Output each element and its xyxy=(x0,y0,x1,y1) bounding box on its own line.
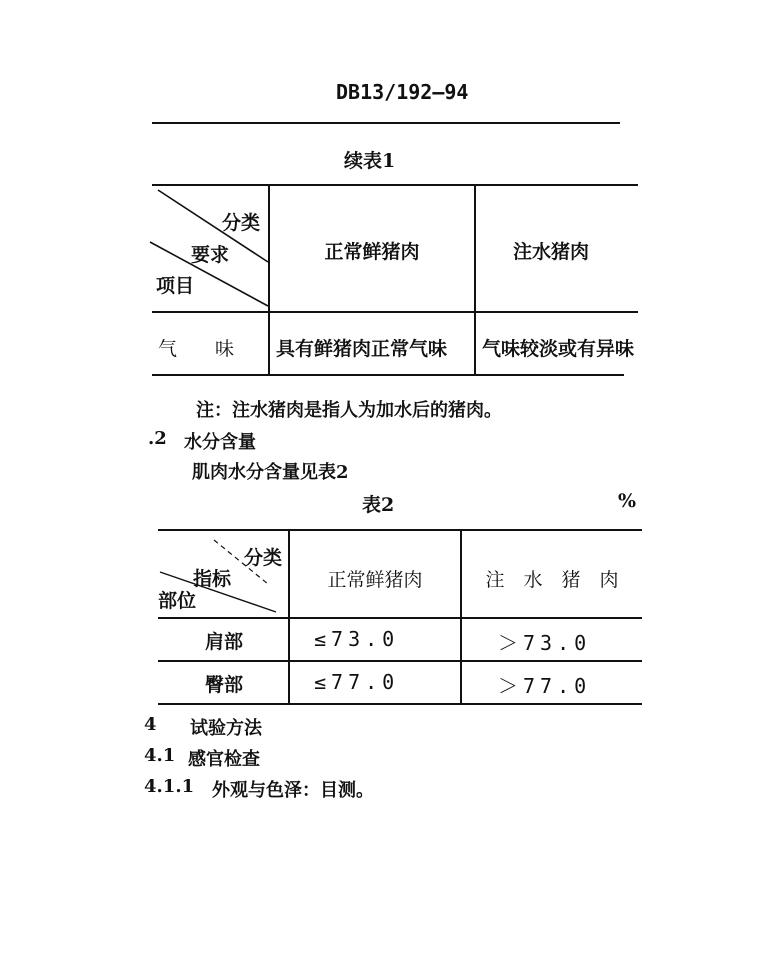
section-4-title: 试验方法 xyxy=(190,718,262,739)
table2-corner-indicator: 指标 xyxy=(193,568,232,590)
table1-corner-category: 分类 xyxy=(222,212,261,234)
table2-intro-text: 肌肉水分含量见表2 xyxy=(192,462,349,483)
document-number: DB13/192—94 xyxy=(336,80,469,104)
table2-row-shoulder-normal: ≤73.0 xyxy=(314,627,400,651)
section-4-1-1-number: 4.1.1 xyxy=(144,776,195,797)
table2-row-buttock-injected: ＞77.0 xyxy=(498,674,592,698)
table1-row-odor-normal: 具有鲜猪肉正常气味 xyxy=(276,338,448,360)
section-4-1-number: 4.1 xyxy=(144,745,176,766)
table1-corner-item: 项目 xyxy=(156,275,195,297)
table2-corner-part: 部位 xyxy=(158,590,197,612)
table1-row-odor-injected: 气味较淡或有异味 xyxy=(482,338,635,360)
table2-caption: 表2 xyxy=(362,494,395,516)
table1-header-normal: 正常鲜猪肉 xyxy=(324,241,420,263)
table2-unit: % xyxy=(618,490,637,512)
table2-row-shoulder-label: 肩部 xyxy=(204,631,243,653)
table2-row-buttock-label: 臀部 xyxy=(204,674,243,696)
table1-row-odor-label: 气 味 xyxy=(158,338,235,360)
table1-corner-requirement: 要求 xyxy=(191,244,230,266)
section-3-2-title: 水分含量 xyxy=(184,432,256,453)
section-3-2-number: .2 xyxy=(148,428,167,449)
table2-header-normal: 正常鲜猪肉 xyxy=(327,569,423,591)
table2-row-buttock-normal: ≤77.0 xyxy=(314,670,400,694)
table1-note: 注：注水猪肉是指人为加水后的猪肉。 xyxy=(196,400,502,421)
section-4-1-1-title: 外观与色泽：目测。 xyxy=(212,780,374,801)
table2-corner-category: 分类 xyxy=(244,547,283,569)
section-4-number: 4 xyxy=(144,714,157,735)
table2-header-injected: 注 水 猪 肉 xyxy=(485,569,619,591)
table2-row-shoulder-injected: ＞73.0 xyxy=(498,631,592,655)
section-4-1-title: 感官检查 xyxy=(188,749,260,770)
table1-header-injected: 注水猪肉 xyxy=(512,241,589,263)
table1-caption: 续表1 xyxy=(344,150,396,172)
